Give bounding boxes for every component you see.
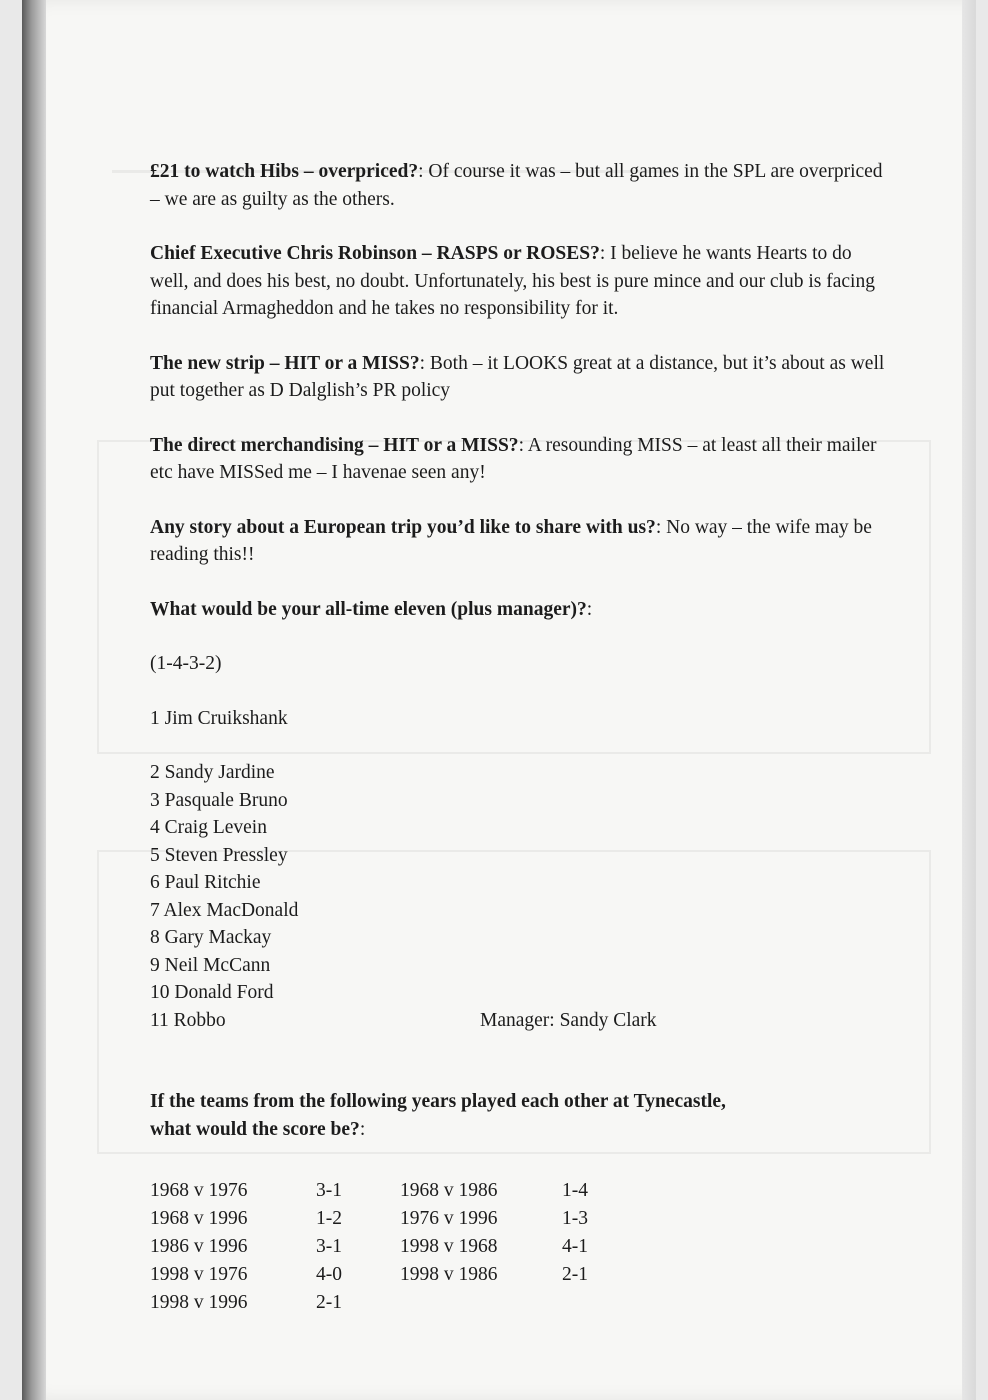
player-line: 11 Robbo xyxy=(150,1009,226,1031)
answer-text: : Both – it LOOKS great at a distance, but it’s about as well put together as D Dalglish’s PR policy xyxy=(150,352,885,401)
qa-paragraph xyxy=(150,596,890,624)
player-line: 3 Pasquale Bruno xyxy=(150,789,288,811)
page-edge xyxy=(962,0,976,1400)
match-score: 3-1 xyxy=(316,1180,342,1201)
match-label: 1998 v 1996 xyxy=(150,1292,248,1313)
goalkeeper: 1 Jim Cruikshank xyxy=(150,707,288,729)
question-text: The new strip – HIT or a MISS? xyxy=(150,352,420,374)
match-score: 2-1 xyxy=(316,1292,342,1313)
qa-paragraph xyxy=(150,432,890,487)
manager-line: Manager: Sandy Clark xyxy=(480,1009,657,1031)
player-line: 10 Donald Ford xyxy=(150,982,274,1003)
player-line: 6 Paul Ritchie xyxy=(150,872,261,893)
match-score: 1-4 xyxy=(562,1180,588,1201)
qa-paragraph xyxy=(150,158,890,213)
answer-text: : xyxy=(586,598,593,620)
match-score: 4-1 xyxy=(562,1236,588,1257)
match-score: 3-1 xyxy=(316,1236,342,1257)
player-line: 9 Neil McCann xyxy=(150,954,271,976)
score-row xyxy=(150,1233,750,1261)
question-text: The direct merchandising – HIT or a MISS? xyxy=(150,434,519,456)
final-question-line: If the teams from the following years played each other at Tynecastle, xyxy=(150,1091,726,1112)
match-score: 4-0 xyxy=(316,1264,342,1285)
match-label: 1998 v 1968 xyxy=(400,1236,498,1257)
formation: (1-4-3-2) xyxy=(150,653,222,674)
score-row xyxy=(150,1177,750,1205)
match-label: 1976 v 1996 xyxy=(400,1208,498,1229)
player-line: 5 Steven Pressley xyxy=(150,844,288,866)
match-label: 1986 v 1996 xyxy=(150,1236,248,1257)
player-line: 7 Alex MacDonald xyxy=(150,899,299,921)
player-line: 2 Sandy Jardine xyxy=(150,762,275,783)
score-row xyxy=(150,1261,750,1289)
last-player-row xyxy=(150,1007,890,1035)
player-line: 4 Craig Levein xyxy=(150,817,267,838)
question-text: Any story about a European trip you’d like to share with us? xyxy=(150,516,656,538)
page-binding xyxy=(22,0,46,1400)
match-score: 2-1 xyxy=(562,1264,588,1285)
match-label: 1968 v 1986 xyxy=(400,1180,498,1201)
question-text: £21 to watch Hibs – overpriced? xyxy=(150,161,419,182)
answer-text: : No way – the wife may be reading this!! xyxy=(150,516,872,565)
match-score: 1-3 xyxy=(562,1208,588,1229)
score-row xyxy=(150,1205,750,1233)
question-text: Chief Executive Chris Robinson – RASPS or ROSES? xyxy=(150,243,600,264)
final-question-line xyxy=(150,1116,890,1144)
qa-paragraph xyxy=(150,240,890,323)
answer-text: : A resounding MISS – at least all their mailer etc have MISSed me – I havenae seen any! xyxy=(150,434,877,483)
qa-paragraph xyxy=(150,350,890,405)
player-line: 8 Gary Mackay xyxy=(150,927,272,948)
match-score: 1-2 xyxy=(316,1208,342,1229)
answer-text: : Of course it was – but all games in the SPL are overpriced – we are as guilty as the others. xyxy=(150,161,883,210)
match-label: 1968 v 1976 xyxy=(150,1180,248,1201)
interview-body xyxy=(150,158,890,1143)
match-label: 1998 v 1986 xyxy=(400,1264,498,1285)
question-text: What would be your all-time eleven (plus manager)? xyxy=(150,598,587,620)
answer-text: : I believe he wants Hearts to do well, and does his best, no doubt. Unfortunately, his best is pure mince and our club is facing financial Armagheddon and he takes no responsibility for it. xyxy=(150,243,875,319)
score-row xyxy=(150,1289,750,1317)
qa-paragraph xyxy=(150,514,890,569)
match-label: 1998 v 1976 xyxy=(150,1264,248,1285)
question-text: what would the score be? xyxy=(150,1118,360,1140)
question-colon: : xyxy=(359,1118,366,1140)
score-predictions xyxy=(150,1177,750,1317)
match-label: 1968 v 1996 xyxy=(150,1208,248,1229)
